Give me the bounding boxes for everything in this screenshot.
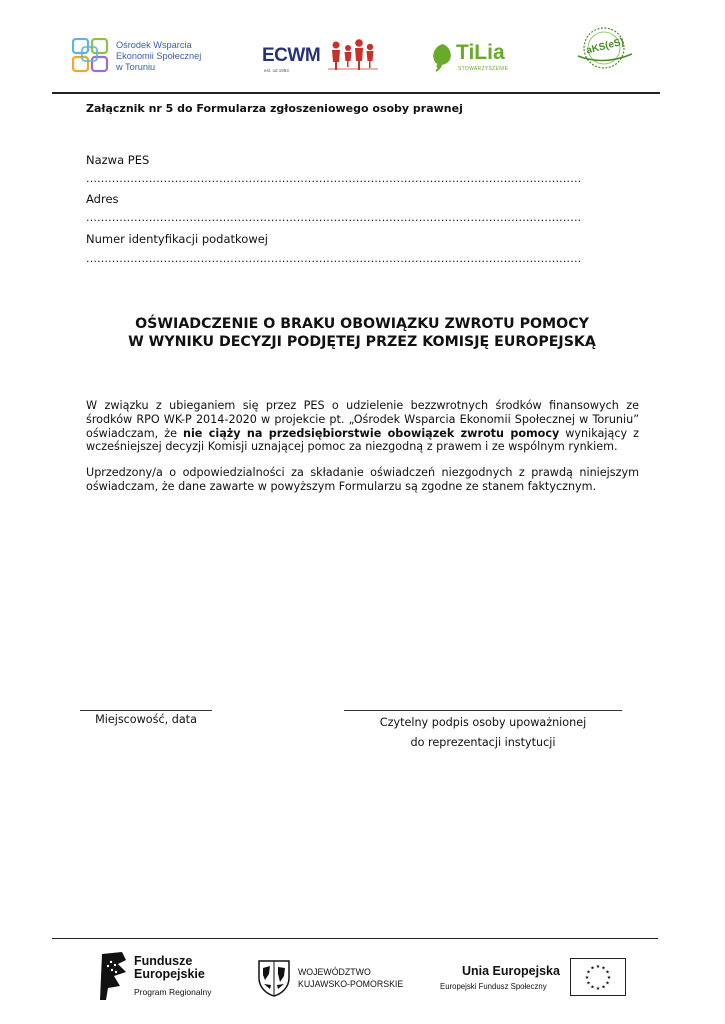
fe-logo-line2: Europejskie <box>134 967 205 981</box>
field-dots-nazwa: ...................................................................................................................................... <box>86 172 582 185</box>
eu-star: ★ <box>601 984 606 991</box>
paragraph-1-end: wynikający z wcześniejszej decyzji Komisji uznającej pomoc za niezgodną z prawem i ze wspólnym rynkiem. <box>86 426 640 454</box>
signature-label-line1: Czytelny podpis osoby upoważnionej <box>379 716 587 729</box>
header-rule <box>52 92 660 94</box>
owes-squares-icon <box>72 38 110 74</box>
signature-label-line2: do reprezentacji instytucji <box>410 736 556 749</box>
declaration-paragraph-2: Uprzedzony/a o odpowiedzialności za składanie oświadczeń niezgodnych z prawdą niniejszym oświadczam, że dane zawarte w powyższym Formularzu są zgodne ze stanem faktycznym. <box>86 466 639 493</box>
signature-line <box>344 710 622 711</box>
eu-star: ★ <box>605 969 610 976</box>
eu-star: ★ <box>595 986 601 992</box>
eu-star: ★ <box>590 965 595 972</box>
declaration-title-line2: W WYNIKU DECYZJI PODJĘTEJ PRZEZ KOMISJĘ EUROPEJSKĄ <box>128 334 596 350</box>
paragraph-1-bold: nie ciąży na przedsiębiorstwie obowiązek zwrotu pomocy <box>183 426 560 440</box>
declaration-title <box>86 315 638 351</box>
eu-star: ★ <box>601 965 606 972</box>
eu-star: ★ <box>590 984 595 991</box>
woj-logo-line2: KUJAWSKO-POMORSKIE <box>298 979 404 989</box>
ecwm-logo-sub: est. od 1993 <box>264 68 289 73</box>
ue-logo-title: Unia Europejska <box>462 964 560 978</box>
attachment-title: Załącznik nr 5 do Formularza zgłoszeniowego osoby prawnej <box>86 102 463 115</box>
fe-logo-line1: Fundusze <box>134 954 193 968</box>
owes-logo <box>72 36 212 78</box>
eu-flag-icon <box>570 958 626 996</box>
field-label-nazwa: Nazwa PES <box>86 153 150 167</box>
eu-star: ★ <box>595 964 601 970</box>
akses-logo <box>568 26 644 72</box>
eu-star: ★ <box>586 980 591 987</box>
declaration-title-line1: OŚWIADCZENIE O BRAKU OBOWIĄZKU ZWROTU POMOCY <box>135 316 589 332</box>
ue-logo-sub: Europejski Fundusz Społeczny <box>440 982 547 991</box>
place-date-label: Miejscowość, data <box>95 713 197 726</box>
woj-logo-line1: WOJEWÓDZTWO <box>298 967 371 977</box>
ecwm-people-icon <box>328 38 378 72</box>
owes-logo-text: Ośrodek Wsparcia Ekonomii Społecznej w Toruniu <box>116 40 202 72</box>
akses-logo-text: aKS(eS) <box>585 36 626 57</box>
footer-rule <box>52 938 658 939</box>
fe-logo-text <box>134 955 205 981</box>
fundusze-europejskie-logo <box>96 950 226 1002</box>
unia-europejska-logo <box>438 958 628 1000</box>
field-dots-nip: ...................................................................................................................................... <box>86 252 582 265</box>
place-date-line <box>80 710 212 711</box>
field-label-adres: Adres <box>86 192 119 206</box>
declaration-paragraph-1 <box>86 399 639 454</box>
paragraph-1-text: W związku z ubieganiem się przez PES o udzielenie bezzwrotnych środków finansowych ze środków RPO WK-P 2014-2020 w projekcie pt. „Ośrodek Wsparcia Ekonomii Społecznej w Toruniu” oświadczam, że <box>86 399 639 440</box>
tilia-logo <box>430 40 520 76</box>
eu-star: ★ <box>584 975 590 981</box>
wojewodztwo-logo <box>256 958 416 998</box>
eu-stars <box>571 959 625 995</box>
coat-of-arms-icon <box>256 958 292 998</box>
ecwm-logo <box>262 38 380 76</box>
tilia-leaf-icon <box>430 42 456 72</box>
woj-logo-text <box>298 966 403 990</box>
fe-logo-sub: Program Regionalny <box>134 987 212 997</box>
eu-star: ★ <box>586 969 591 976</box>
tilia-logo-sub: STOWARZYSZENIE <box>458 66 509 72</box>
tilia-logo-text: TiLia <box>456 41 505 64</box>
field-dots-adres: ...................................................................................................................................... <box>86 211 582 224</box>
fe-flag-icon <box>96 950 130 1002</box>
eu-star: ★ <box>606 975 612 981</box>
signature-label <box>344 713 622 753</box>
eu-star: ★ <box>605 980 610 987</box>
ecwm-logo-text: ECWM <box>262 45 321 66</box>
field-label-nip: Numer identyfikacji podatkowej <box>86 232 268 246</box>
